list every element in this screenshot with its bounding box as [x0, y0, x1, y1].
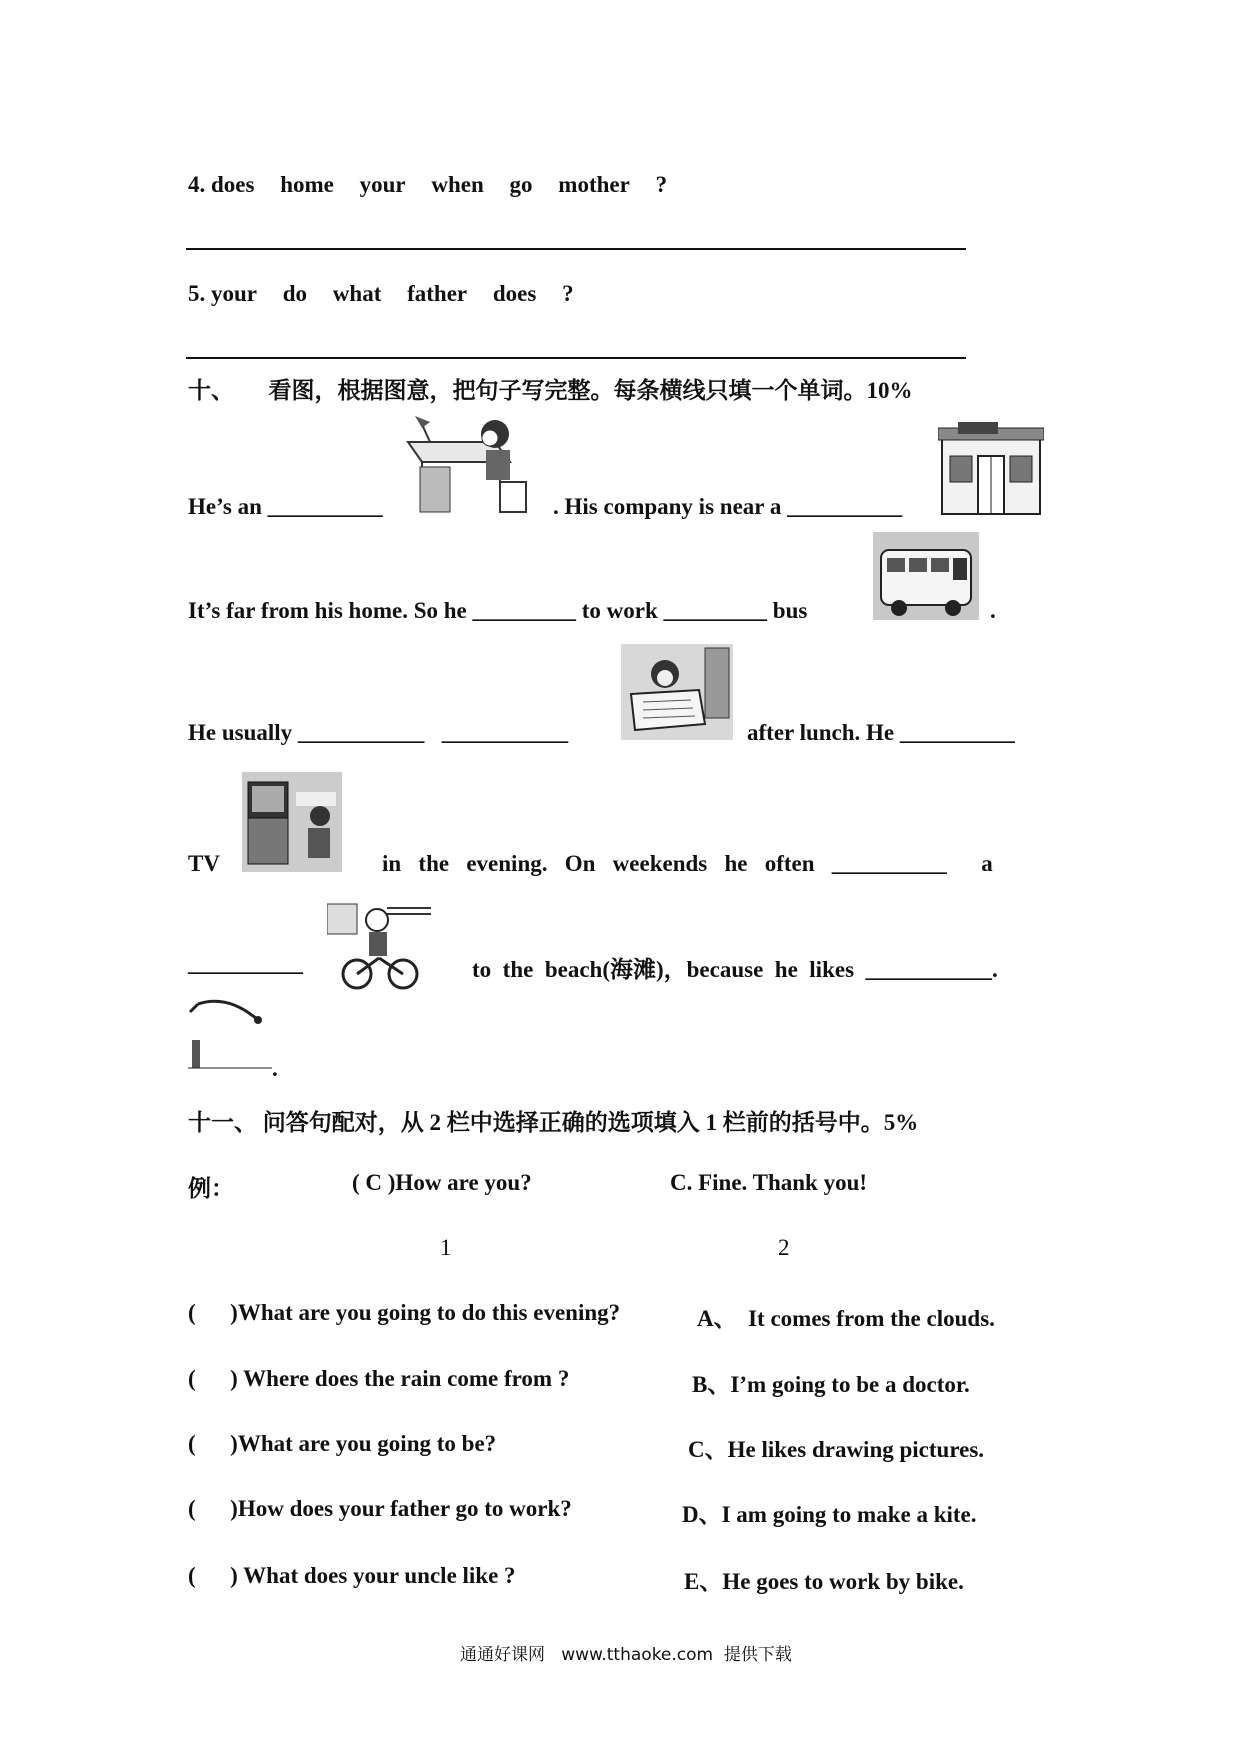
answer-line-4[interactable]	[186, 248, 966, 250]
fill-line-4b: in the evening. On weekends he often __________ a	[382, 851, 993, 876]
column-2-label: 2	[778, 1235, 790, 1260]
fill-line-1a: He’s an __________	[188, 494, 383, 519]
fill-line-2a: It’s far from his home. So he _________ to work _________ bus	[188, 598, 808, 623]
word: your	[359, 172, 406, 197]
match-question[interactable]: ( ) What does your uncle like ?	[188, 1563, 516, 1588]
fill-line-4a: TV	[188, 851, 220, 876]
question-4-words	[188, 172, 667, 198]
fill-line-3a: He usually ___________ ___________	[188, 720, 569, 745]
footer-credit: 通通好课网 www.tthaoke.com 提供下载	[460, 1645, 792, 1665]
fill-line-1b: . His company is near a __________	[553, 494, 903, 519]
example-question: ( C )How are you?	[352, 1170, 532, 1195]
word: go	[509, 172, 533, 197]
fill-line-5b: to the beach(海滩)，because he likes ___________.	[472, 957, 998, 982]
word: 4. does	[188, 172, 255, 197]
word: does	[492, 281, 537, 306]
match-answer: D、I am going to make a kite.	[682, 1502, 977, 1527]
match-answer: A、 It comes from the clouds.	[697, 1306, 995, 1331]
word: mother	[558, 172, 630, 197]
match-question[interactable]: ( )How does your father go to work?	[188, 1496, 572, 1521]
word: ?	[562, 281, 574, 306]
word: do	[282, 281, 308, 306]
shop-building-icon	[938, 420, 1044, 516]
answer-line-5[interactable]	[186, 357, 966, 359]
match-question[interactable]: ( )What are you going to do this evening?	[188, 1300, 621, 1325]
word: 5. your	[188, 281, 257, 306]
man-watching-tv-icon	[242, 772, 342, 872]
question-5-words	[188, 281, 574, 307]
match-answer: B、I’m going to be a doctor.	[692, 1372, 970, 1397]
fill-line-6: .	[272, 1056, 278, 1081]
example-answer: C. Fine. Thank you!	[670, 1170, 868, 1195]
match-question[interactable]: ( )What are you going to be?	[188, 1431, 497, 1456]
match-answer: C、He likes drawing pictures.	[688, 1437, 985, 1462]
man-reading-newspaper-icon	[621, 644, 733, 740]
fill-line-5a: __________	[188, 951, 303, 976]
match-question[interactable]: ( ) Where does the rain come from ?	[188, 1366, 570, 1391]
word: father	[407, 281, 468, 306]
word: home	[280, 172, 334, 197]
swimmer-diving-icon	[188, 990, 272, 1070]
fill-line-2b: .	[990, 598, 996, 623]
example-label: 例：	[188, 1176, 234, 1201]
word: what	[332, 281, 382, 306]
bus-icon	[873, 532, 979, 620]
word: ?	[655, 172, 668, 197]
section-10-heading: 十、 看图，根据图意，把句子写完整。每条横线只填一个单词。10%	[188, 378, 913, 403]
fill-line-3b: after lunch. He __________	[747, 720, 1015, 745]
section-11-heading: 十一、 问答句配对，从 2 栏中选择正确的选项填入 1 栏前的括号中。5%	[188, 1110, 919, 1135]
boy-riding-bike-icon	[327, 898, 431, 994]
column-1-label: 1	[440, 1235, 452, 1260]
office-worker-at-desk-icon	[400, 412, 532, 520]
word: when	[431, 172, 484, 197]
match-answer: E、He goes to work by bike.	[684, 1569, 964, 1594]
